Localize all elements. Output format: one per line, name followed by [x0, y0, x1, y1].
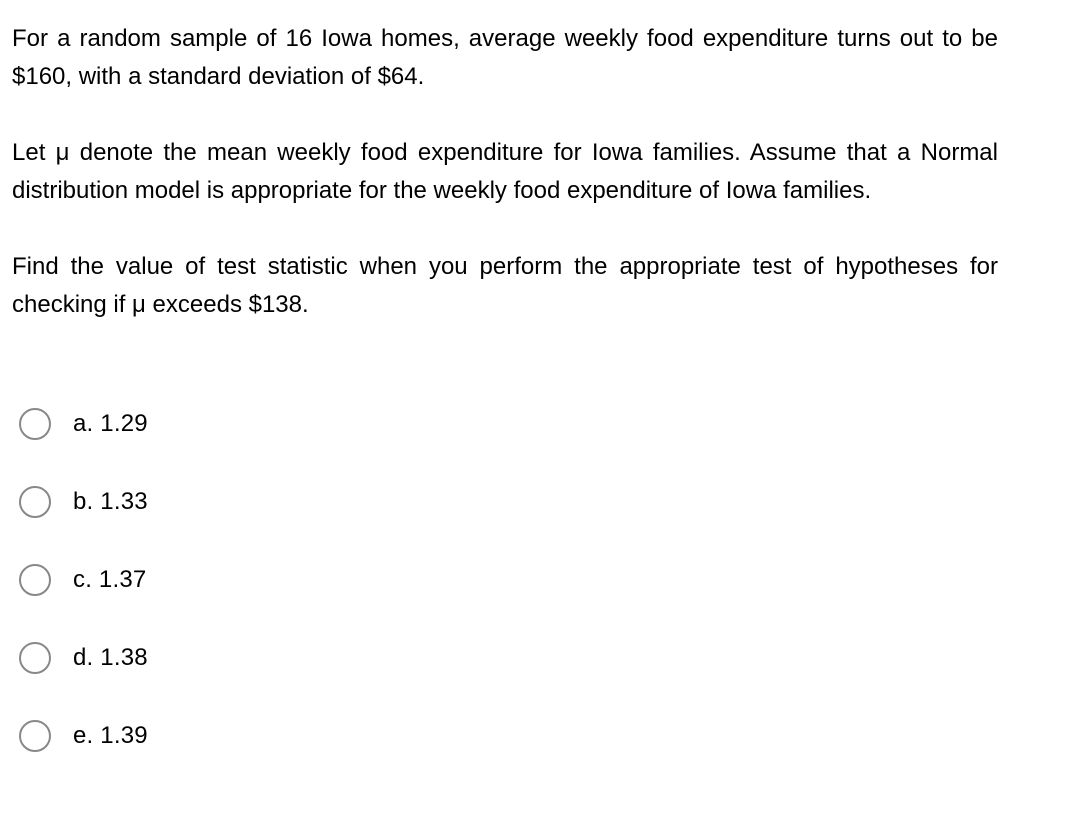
question-text [12, 20, 998, 324]
radio-button-icon[interactable] [19, 564, 51, 596]
option-label: c. 1.37 [73, 566, 147, 593]
option-e[interactable] [19, 716, 148, 756]
option-label: e. 1.39 [73, 722, 148, 749]
option-label: a. 1.29 [73, 410, 148, 437]
radio-button-icon[interactable] [19, 486, 51, 518]
question-paragraph-prompt: Find the value of test statistic when you perform the appropriate test of hypotheses for checking if μ exceeds $138. [12, 253, 998, 318]
option-c[interactable] [19, 560, 148, 600]
radio-button-icon[interactable] [19, 408, 51, 440]
option-label: b. 1.33 [73, 488, 148, 515]
radio-button-icon[interactable] [19, 642, 51, 674]
option-d[interactable] [19, 638, 148, 678]
radio-button-icon[interactable] [19, 720, 51, 752]
question-paragraph-assumption: Let μ denote the mean weekly food expenditure for Iowa families. Assume that a Normal distribution model is appropriate for the weekly food expenditure of Iowa families. [12, 139, 998, 204]
option-b[interactable] [19, 482, 148, 522]
answer-options [19, 404, 148, 794]
question-paragraph-context: For a random sample of 16 Iowa homes, average weekly food expenditure turns out to be $160, with a standard deviation of $64. [12, 25, 998, 90]
option-a[interactable] [19, 404, 148, 444]
option-label: d. 1.38 [73, 644, 148, 671]
